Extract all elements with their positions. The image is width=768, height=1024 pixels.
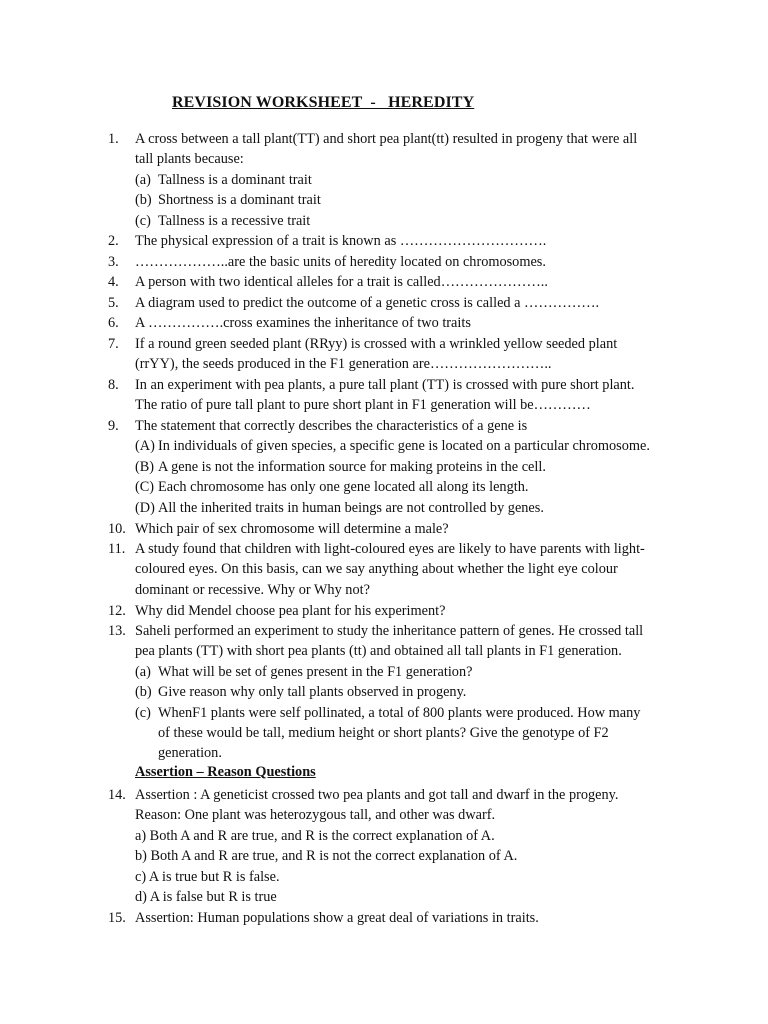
option-label: (b): [135, 684, 152, 701]
question-number: 5.: [108, 295, 119, 311]
option-text-continued: of these would be tall, medium height or short plants? Give the genotype of F2: [158, 725, 609, 742]
option-text: In individuals of given species, a specific gene is located on a particular chromosome.: [158, 438, 650, 455]
question-8: [0, 375, 768, 416]
option-a: [135, 170, 680, 190]
section-heading: Assertion – Reason Questions: [135, 764, 316, 780]
question-number: 12.: [108, 603, 126, 619]
question-15: [0, 908, 768, 928]
option-d: d) A is false but R is true: [135, 889, 277, 906]
question-text: A study found that children with light-coloured eyes are likely to have parents with light-: [135, 541, 645, 557]
option-label: (c): [135, 704, 151, 721]
option-text: All the inherited traits in human beings are not controlled by genes.: [158, 499, 544, 516]
question-text: The statement that correctly describes the characteristics of a gene is: [135, 418, 528, 434]
question-text: If a round green seeded plant (RRyy) is crossed with a wrinkled yellow seeded plant: [135, 336, 618, 352]
option-text: Give reason why only tall plants observed in progeny.: [158, 684, 467, 701]
question-number: 15.: [108, 910, 126, 926]
question-text: In an experiment with pea plants, a pure tall plant (TT) is crossed with pure short plant.: [135, 377, 635, 393]
question-number: 2.: [108, 233, 119, 249]
question-number: 11.: [108, 541, 126, 557]
question-11: [0, 539, 768, 600]
option-c: [135, 703, 680, 723]
question-13: [0, 621, 768, 764]
option-c: [135, 211, 680, 231]
reason-text: Reason: One plant was heterozygous tall, and other was dwarf.: [135, 807, 496, 824]
option-c: c) A is true but R is false.: [135, 868, 280, 885]
question-text: ………………..are the basic units of heredity located on chromosomes.: [135, 254, 546, 270]
question-text: The ratio of pure tall plant to pure short plant in F1 generation will be…………: [135, 397, 591, 414]
question-5: [0, 293, 768, 313]
question-text: A person with two identical alleles for a trait is called…………………..: [135, 274, 548, 290]
question-number: 9.: [108, 418, 119, 434]
option-label: (B): [135, 458, 155, 475]
option-c: [135, 477, 680, 497]
question-text: coloured eyes. On this basis, can we say anything about whether the light eye colour: [135, 561, 618, 578]
question-text: (rrYY), the seeds produced in the F1 generation are……………………..: [135, 356, 552, 373]
question-3: [0, 252, 768, 272]
question-number: 3.: [108, 254, 119, 270]
question-text: A cross between a tall plant(TT) and short pea plant(tt) resulted in progeny that were all: [135, 131, 638, 147]
question-2: [0, 231, 768, 251]
question-text: The physical expression of a trait is known as ………………………….: [135, 233, 547, 249]
option-label: (b): [135, 192, 152, 209]
question-6: [0, 313, 768, 333]
question-number: 7.: [108, 336, 119, 352]
option-label: (c): [135, 212, 151, 229]
question-number: 4.: [108, 274, 119, 290]
question-text: Why did Mendel choose pea plant for his experiment?: [135, 603, 446, 619]
option-label: (a): [135, 663, 151, 680]
option-label: (D): [135, 499, 155, 516]
option-label: (a): [135, 171, 151, 188]
option-text: Shortness is a dominant trait: [158, 192, 321, 209]
question-9: [0, 416, 768, 518]
option-text: WhenF1 plants were self pollinated, a total of 800 plants were produced. How many: [158, 704, 641, 721]
option-label: (A): [135, 438, 155, 455]
option-b: [135, 682, 680, 702]
question-text: A …………….cross examines the inheritance of two traits: [135, 315, 471, 331]
option-b: [135, 457, 680, 477]
question-text: Which pair of sex chromosome will determine a male?: [135, 521, 449, 537]
option-text: What will be set of genes present in the F1 generation?: [158, 663, 473, 680]
option-text: Each chromosome has only one gene located all along its length.: [158, 479, 529, 496]
option-a: a) Both A and R are true, and R is the correct explanation of A.: [135, 827, 495, 844]
question-7: [0, 334, 768, 375]
question-text: A diagram used to predict the outcome of a genetic cross is called a …………….: [135, 295, 600, 311]
assertion-text: Assertion : A geneticist crossed two pea plants and got tall and dwarf in the progeny.: [135, 787, 619, 803]
question-number: 6.: [108, 315, 119, 331]
option-label: (C): [135, 479, 155, 496]
option-b: b) Both A and R are true, and R is not the correct explanation of A.: [135, 848, 518, 865]
assertion-text: Assertion: Human populations show a great deal of variations in traits.: [135, 910, 539, 926]
page-title: REVISION WORKSHEET - HEREDITY: [172, 94, 475, 111]
question-text: dominant or recessive. Why or Why not?: [135, 581, 370, 598]
option-text: Tallness is a recessive trait: [158, 212, 311, 229]
question-number: 13.: [108, 623, 126, 639]
question-12: [0, 601, 768, 621]
option-text-continued: generation.: [158, 745, 222, 762]
option-text: A gene is not the information source for making proteins in the cell.: [158, 458, 546, 475]
question-text: tall plants because:: [135, 151, 244, 168]
question-number: 1.: [108, 131, 119, 147]
question-number: 8.: [108, 377, 119, 393]
option-a: [135, 662, 680, 682]
question-10: [0, 519, 768, 539]
question-text: Saheli performed an experiment to study the inheritance pattern of genes. He crossed tall: [135, 623, 644, 639]
option-text: Tallness is a dominant trait: [158, 171, 312, 188]
question-text: pea plants (TT) with short pea plants (tt) and obtained all tall plants in F1 generation.: [135, 643, 622, 660]
question-14: [0, 785, 768, 907]
option-a: [135, 436, 680, 456]
question-4: [0, 272, 768, 292]
question-1: [0, 129, 768, 231]
option-d: [135, 498, 680, 518]
question-number: 10.: [108, 521, 126, 537]
option-b: [135, 190, 680, 210]
question-number: 14.: [108, 787, 126, 803]
